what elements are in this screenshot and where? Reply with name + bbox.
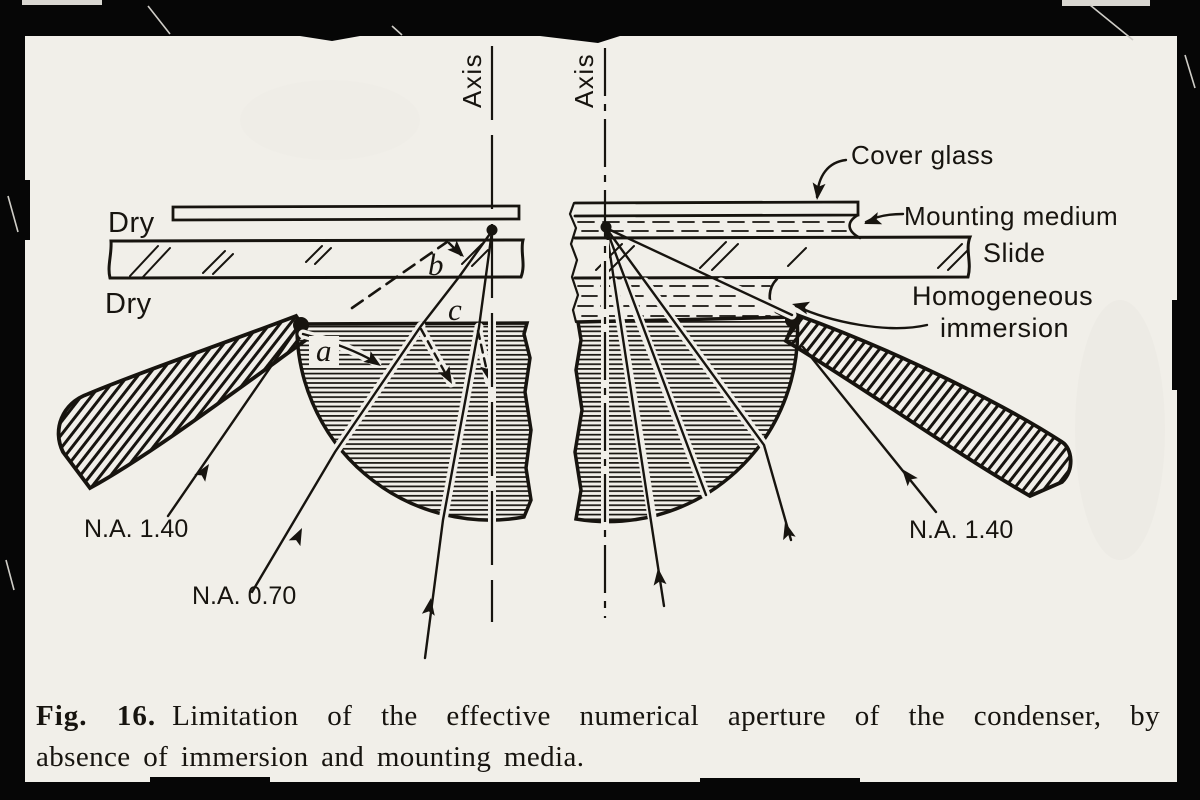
frame-edge-wobble <box>150 777 270 783</box>
mounting-medium-label: Mounting medium <box>904 201 1119 231</box>
slide-label: Slide <box>983 238 1046 268</box>
na-140-left-label: N.A. 1.40 <box>84 515 189 543</box>
cover-glass-label: Cover glass <box>851 140 994 170</box>
frame-corner-sliver <box>22 0 102 5</box>
caption-line-1 <box>36 700 1160 733</box>
frame-bottom <box>0 782 1200 800</box>
caption-text: Limitation of the effective numerical aperture of the condenser, by <box>172 700 1160 732</box>
frame-edge-wobble <box>1172 300 1178 390</box>
figure-number: Fig. 16. <box>36 700 157 732</box>
dry-bottom-label: Dry <box>105 288 152 320</box>
paper-smudge <box>240 80 420 160</box>
frame-top <box>0 0 1200 36</box>
homogeneous-label-line1: Homogeneous <box>912 281 1094 311</box>
na-070-label: N.A. 0.70 <box>192 582 297 610</box>
frame-edge-wobble <box>25 180 30 240</box>
homogeneous-label-line2: immersion <box>940 313 1070 343</box>
caption-line-2: absence of immersion and mounting media. <box>36 741 585 773</box>
ray-b-label: b <box>428 247 444 282</box>
ray-a-label: a <box>316 333 332 368</box>
na-140-right-label: N.A. 1.40 <box>909 516 1014 544</box>
dry-top-label: Dry <box>108 207 155 239</box>
ray-c-label: c <box>448 292 462 327</box>
frame-corner-sliver <box>1062 0 1150 6</box>
frame-right <box>1177 0 1200 800</box>
axis-label-left: Axis <box>457 52 487 108</box>
frame-left <box>0 0 25 800</box>
axis-label-right: Axis <box>569 52 599 108</box>
paper-smudge <box>1075 300 1165 560</box>
frame-edge-wobble <box>700 778 860 783</box>
